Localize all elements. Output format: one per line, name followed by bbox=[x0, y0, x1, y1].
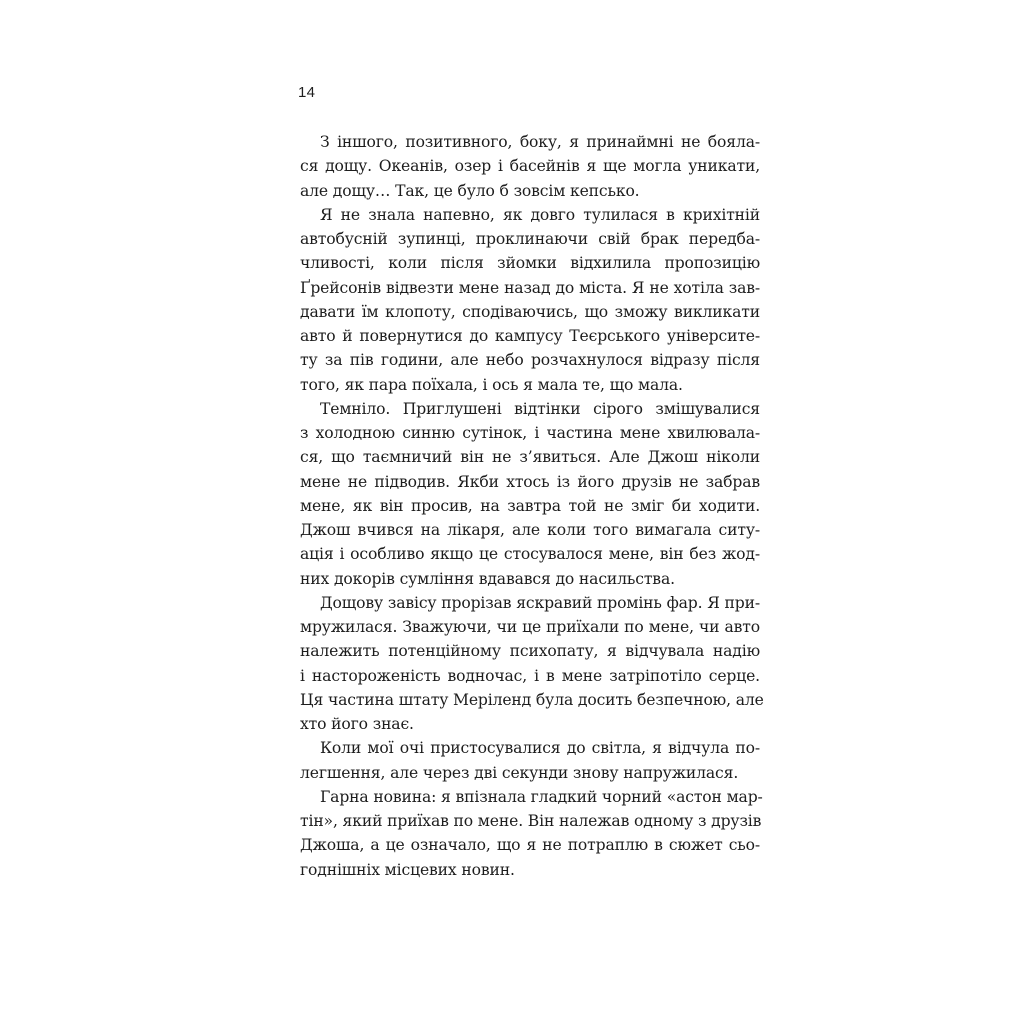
text-line: автобусній зупинці, проклинаючи свій брак передба- bbox=[300, 230, 760, 248]
text-line: Коли мої очі пристосувалися до світла, я відчула по- bbox=[320, 739, 760, 758]
text-line: Ця частина штату Меріленд була досить безпечною, але bbox=[300, 690, 764, 709]
text-line: ація і особливо якщо це стосувалося мене, він без жод- bbox=[300, 545, 760, 564]
text-line: давати їм клопоту, сподіваючись, що зможу викликати bbox=[300, 302, 760, 321]
text-line: мене, як він просив, на завтра той не зміг би ходити. bbox=[300, 496, 760, 515]
text-line: Джоша, а це означало, що я не потраплю в сюжет сьо- bbox=[300, 836, 760, 855]
text-line: чливості, коли після зйомки відхилила пропозицію bbox=[300, 254, 760, 273]
text-line: Дощову завісу прорізав яскравий промінь фар. Я при- bbox=[320, 593, 760, 612]
text-line: ту за пів години, але небо розчахнулося відразу після bbox=[300, 351, 760, 370]
text-line: авто й повернутися до кампусу Теєрського університе- bbox=[300, 327, 760, 345]
text-line: мружилася. Зважуючи, чи це приїхали по мене, чи авто bbox=[300, 618, 760, 636]
text-line: і настороженість водночас, і в мене затріпотіло серце. bbox=[300, 666, 760, 685]
text-line: Джош вчився на лікаря, але коли того вимагала ситу- bbox=[300, 521, 760, 539]
text-line: З іншого, позитивного, боку, я принаймні не бояла- bbox=[320, 133, 760, 151]
text-line: легшення, але через дві секунди знову напружилася. bbox=[300, 763, 739, 782]
text-line: того, як пара поїхала, і ось я мала те, що мала. bbox=[300, 375, 683, 394]
text-line: ся, що таємничий він не з’явиться. Але Джош ніколи bbox=[300, 448, 760, 467]
text-line: тін», який приїхав по мене. Він належав одному з друзів bbox=[300, 812, 762, 830]
text-line: Гарна новина: я впізнала гладкий чорний «астон мар- bbox=[320, 787, 763, 806]
text-line: але дощу… Так, це було б зовсім кепсько. bbox=[300, 181, 640, 200]
text-line: Темніло. Приглушені відтінки сірого змішувалися bbox=[320, 399, 760, 418]
body-text bbox=[300, 130, 764, 882]
text-line: Я не знала напевно, як довго тулилася в крихітній bbox=[320, 205, 760, 224]
text-line: хто його знає. bbox=[300, 715, 414, 733]
text-line: годнішніх місцевих новин. bbox=[300, 860, 515, 879]
page-number: 14 bbox=[298, 84, 316, 101]
text-line: ся дощу. Океанів, озер і басейнів я ще могла уникати, bbox=[300, 157, 760, 176]
text-line: мене не підводив. Якби хтось із його друзів не забрав bbox=[300, 472, 760, 491]
text-line: Ґрейсонів відвезти мене назад до міста. Я не хотіла зав- bbox=[300, 278, 760, 297]
text-line: них докорів сумління вдавався до насильства. bbox=[300, 569, 675, 588]
text-line: з холодною синню сутінок, і частина мене хвилювала- bbox=[300, 424, 760, 442]
text-line: належить потенційному психопату, я відчувала надію bbox=[300, 642, 760, 661]
